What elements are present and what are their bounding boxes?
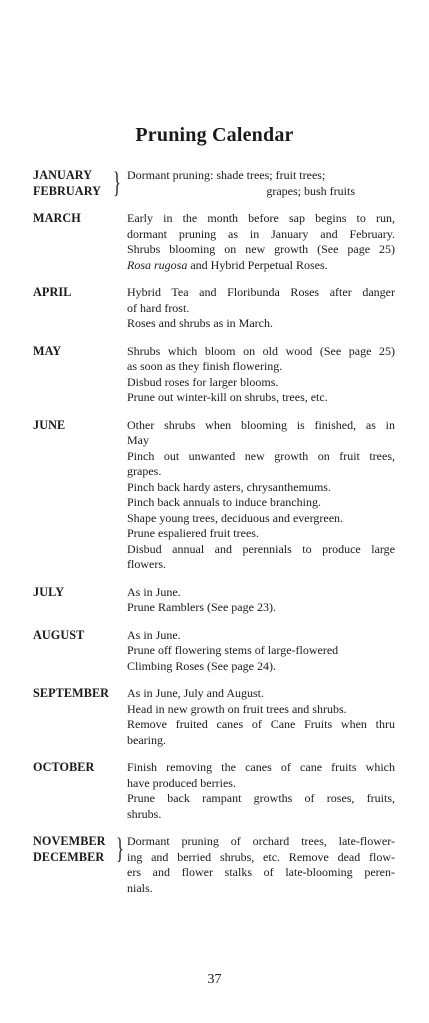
- month-label: JULY: [33, 584, 65, 599]
- entry-text: [127, 344, 395, 406]
- text-line: Prune back rampant growths of roses, fruits,: [127, 791, 395, 805]
- entry-text: [127, 585, 395, 616]
- text-line: bearing.: [127, 732, 166, 747]
- text-line: Hybrid Tea and Floribunda Roses after danger: [127, 285, 395, 299]
- entry-august: [33, 628, 395, 675]
- entry-october: [33, 760, 395, 822]
- text-line: nials.: [127, 880, 153, 895]
- text-line: Finish removing the canes of cane fruits which: [127, 760, 395, 774]
- text-line: dormant pruning as in January and February.: [127, 226, 395, 241]
- entry-text: [127, 628, 395, 675]
- text-line: Disbud roses for larger blooms.: [127, 374, 279, 389]
- brace-icon: }: [116, 832, 124, 865]
- entry-november-december: [33, 834, 395, 896]
- text-fragment: and Hybrid Perpetual Roses.: [187, 257, 328, 272]
- month-december: DECEMBER: [33, 849, 105, 864]
- text-line: Dormant pruning of orchard trees, late-flower-: [127, 834, 395, 848]
- text-line: shrubs.: [127, 806, 162, 821]
- text-line: As in June.: [127, 584, 181, 599]
- text-line: Prune off flowering stems of large-flowered: [127, 643, 339, 657]
- italic-species-name: Rosa rugosa: [127, 257, 188, 272]
- month-label: JUNE: [33, 417, 66, 432]
- entry-january-february: [33, 168, 395, 199]
- entry-may: [33, 344, 395, 406]
- month-label: SEPTEMBER: [33, 686, 110, 700]
- month-label: [33, 834, 125, 865]
- text-line: Other shrubs when blooming is finished, as in: [127, 417, 395, 432]
- entry-text: [127, 285, 395, 332]
- text-line: Head in new growth on fruit trees and shrubs.: [127, 701, 347, 716]
- text-line: have produced berries.: [127, 775, 236, 790]
- month-november: NOVEMBER: [33, 834, 106, 848]
- text-line: as soon as they finish flowering.: [127, 359, 283, 373]
- text-line: of hard frost.: [127, 300, 190, 315]
- month-label: [33, 168, 125, 199]
- entry-june: [33, 418, 395, 573]
- text-line: Shrubs which bloom on old wood (See page 25): [127, 343, 395, 358]
- text-line: Prune Ramblers (See page 23).: [127, 600, 276, 614]
- text-line: Pinch back hardy asters, chrysanthemums.: [127, 479, 331, 494]
- text-line: ing and berried shrubs, etc. Remove dead flow-: [127, 849, 395, 864]
- text-line: Early in the month before sap begins to run,: [127, 211, 395, 225]
- text-line: May: [127, 433, 149, 447]
- text-line: Shrubs blooming on new growth (See page 25): [127, 242, 395, 256]
- entry-text: [127, 211, 395, 273]
- month-january: JANUARY: [33, 168, 93, 182]
- entry-march: [33, 211, 395, 273]
- entry-text: [127, 834, 395, 896]
- entry-april: [33, 285, 395, 332]
- entry-text: [127, 418, 395, 573]
- brace-icon: }: [113, 166, 121, 199]
- text-line: flowers.: [127, 557, 166, 571]
- text-line: ers and flower stalks of late-blooming peren-: [127, 865, 395, 879]
- page-number: 37: [207, 972, 222, 987]
- text-line: grapes.: [127, 464, 162, 478]
- month-label: MAY: [33, 343, 62, 358]
- text-line: Pinch out unwanted new growth on fruit trees,: [127, 448, 395, 463]
- text-line: Climbing Roses (See page 24).: [127, 658, 276, 673]
- text-line: As in June.: [127, 627, 181, 642]
- text-line: Dormant pruning: shade trees; fruit trees;: [127, 168, 326, 182]
- text-line: As in June, July and August.: [127, 686, 265, 700]
- text-line: Prune espaliered fruit trees.: [127, 526, 259, 540]
- text-line: Shape young trees, deciduous and evergreen.: [127, 510, 344, 525]
- entry-september: [33, 686, 395, 748]
- text-line: Prune out winter-kill on shrubs, trees, etc.: [127, 390, 328, 404]
- entry-text: [127, 168, 395, 199]
- month-label: AUGUST: [33, 627, 85, 642]
- month-february: FEBRUARY: [33, 183, 102, 198]
- text-line: grapes; bush fruits: [266, 183, 355, 198]
- entry-text: [127, 686, 395, 748]
- month-label: MARCH: [33, 211, 81, 225]
- text-line: Remove fruited canes of Cane Fruits when thru: [127, 717, 395, 731]
- entry-july: [33, 585, 395, 616]
- entry-text: [127, 760, 395, 822]
- text-line: [127, 258, 395, 274]
- month-label: APRIL: [33, 285, 72, 299]
- page-title: Pruning Calendar: [135, 124, 294, 146]
- month-label: OCTOBER: [33, 760, 95, 774]
- text-line: Pinch back annuals to induce branching.: [127, 495, 321, 509]
- text-line: Disbud annual and perennials to produce large: [127, 541, 395, 556]
- calendar-entries: [33, 168, 395, 908]
- text-line: Roses and shrubs as in March.: [127, 316, 273, 330]
